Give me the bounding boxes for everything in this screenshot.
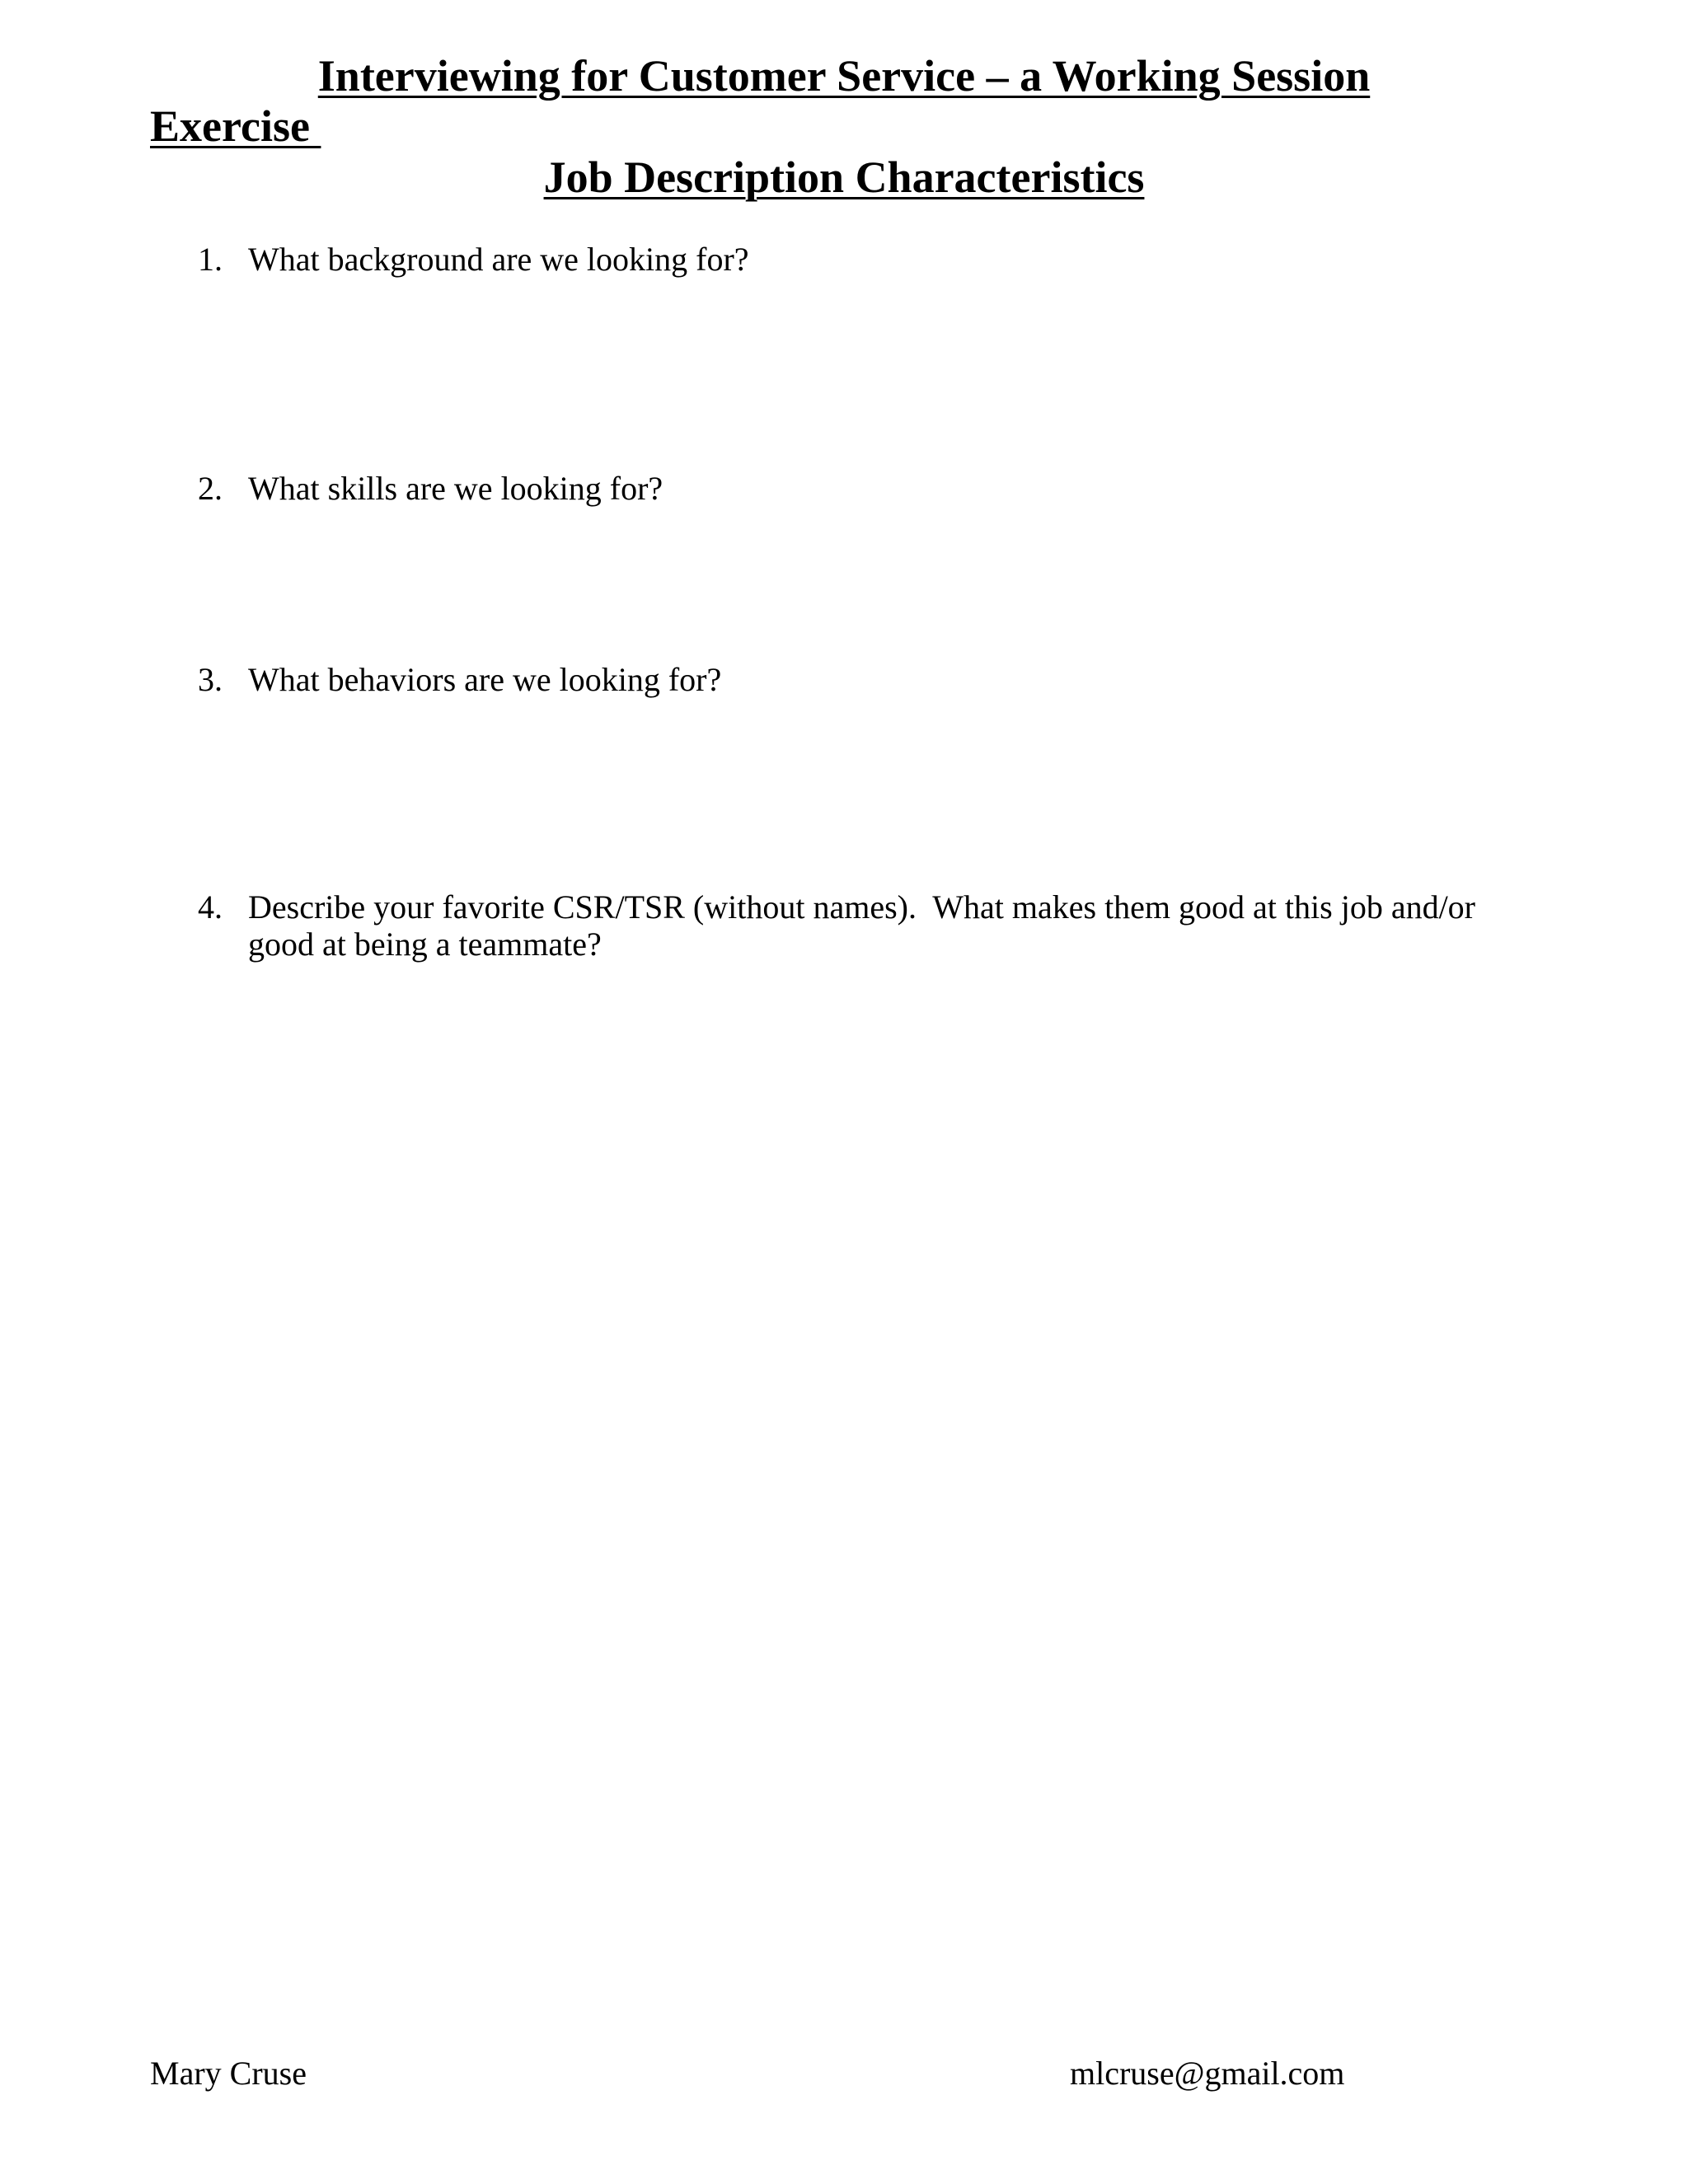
question-item <box>198 888 1533 963</box>
question-item <box>198 661 1533 698</box>
section-subtitle: Job Description Characteristics <box>543 152 1145 202</box>
question-text: Describe your favorite CSR/TSR (without names). What makes them good at this job and/or good at being a teammate? <box>248 888 1484 963</box>
question-number: 3. <box>198 661 223 698</box>
question-item <box>198 241 1533 278</box>
footer-author-email: mlcruse@gmail.com <box>1070 2055 1345 2092</box>
question-number: 2. <box>198 470 223 507</box>
exercise-heading: Exercise <box>150 101 321 151</box>
document-title: Interviewing for Customer Service – a Working Session <box>317 51 1371 101</box>
question-text: What background are we looking for? <box>248 241 749 278</box>
question-number: 4. <box>198 888 223 926</box>
question-text: What behaviors are we looking for? <box>248 661 722 698</box>
question-item <box>198 470 1533 507</box>
footer-author-name: Mary Cruse <box>150 2055 307 2092</box>
question-number: 1. <box>198 241 223 278</box>
question-text: What skills are we looking for? <box>248 470 663 507</box>
